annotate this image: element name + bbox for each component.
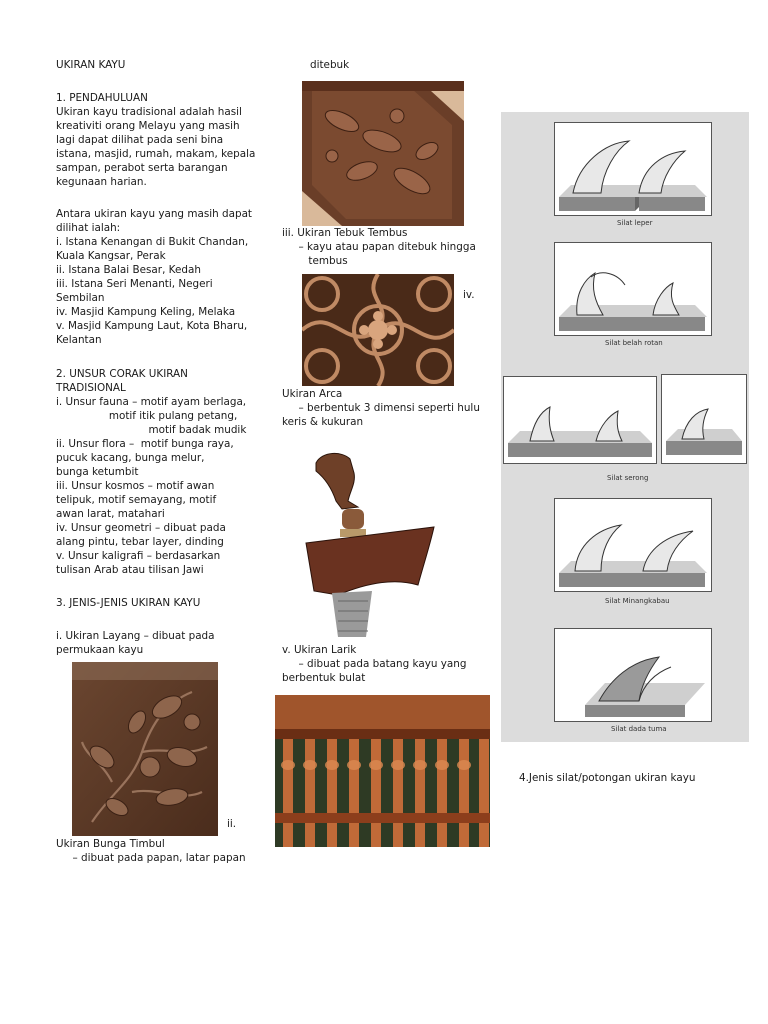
- silat-serong-diagram-b: [661, 374, 747, 464]
- ukiran-layang-photo: [72, 662, 218, 836]
- unsur-section: 2. UNSUR CORAK UKIRAN TRADISIONAL i. Unsur fauna – motif ayam berlaga, motif itik pulang petang, motif badak mudik ii. Unsur flora – motif bunga raya, pucuk kacang, bunga melur, bunga ketumbit iii. Unsur kosmos – motif awan telipuk, motif semayang, motif awan larat, matahari iv. Unsur geometri – dibuat pada alang pintu, tebar layer, dinding v. Unsur kaligrafi – berdasarkan tulisan Arab atau tilisan Jawi: [56, 368, 247, 576]
- arca-text: Ukiran Arca – berbentuk 3 dimensi seperti hulu keris & kukuran: [282, 388, 480, 428]
- intro-paragraph: Ukiran kayu tradisional adalah hasil kreativiti orang Melayu yang masih lagi dapat dilihat pada seni bina istana, masjid, rumah, makam, kepala sampan, perabot serta barangan kegunaan harian.: [56, 106, 256, 188]
- tebuk-beam-photo: [302, 81, 464, 226]
- page-title: UKIRAN KAYU: [56, 59, 126, 71]
- silat-minangkabau-diagram: [554, 498, 712, 605]
- ii-label: ii.: [227, 818, 237, 830]
- jenis-heading: 3. JENIS-JENIS UKIRAN KAYU: [56, 597, 201, 609]
- caption-silat-dada-tuma: Silat dada tuma: [611, 725, 667, 733]
- layang-text: i. Ukiran Layang – dibuat pada permukaan kayu: [56, 630, 215, 656]
- ditebuk-text: ditebuk: [310, 59, 350, 71]
- silat-dada-tuma-diagram: [554, 628, 712, 733]
- silat-leper-diagram: [554, 122, 712, 227]
- caption-silat-leper: Silat leper: [617, 219, 653, 227]
- silat-serong-diagram-a: [503, 376, 657, 464]
- examples-list: Antara ukiran kayu yang masih dapat dilihat ialah: i. Istana Kenangan di Bukit Chandan, Kuala Kangsar, Perak ii. Istana Balai Besar, Kedah iii. Istana Seri Menanti, Negeri Sembilan iv. Masjid Kampung Keling, Melaka v. Masjid Kampung Laut, Kota Bharu, Kelantan: [56, 208, 253, 346]
- tebuk-text: iii. Ukiran Tebuk Tembus – kayu atau papan ditebuk hingga tembus: [282, 227, 476, 267]
- caption-silat-belah-rotan: Silat belah rotan: [605, 339, 663, 347]
- iv-label: iv.: [463, 289, 475, 301]
- intro-heading: 1. PENDAHULUAN: [56, 92, 148, 104]
- silat-belah-rotan-diagram: [554, 242, 712, 347]
- caption-silat-serong: Silat serong: [607, 474, 649, 482]
- figure-caption: 4.Jenis silat/potongan ukiran kayu: [519, 772, 696, 784]
- keris-photo: [302, 445, 439, 637]
- larik-balustrade-photo: [275, 695, 490, 847]
- timbul-text: Ukiran Bunga Timbul – dibuat pada papan, latar papan: [56, 838, 246, 864]
- larik-text: v. Ukiran Larik – dibuat pada batang kayu yang berbentuk bulat: [282, 644, 467, 684]
- caption-silat-minangkabau: Silat Minangkabau: [605, 597, 670, 605]
- tebuk-tembus-photo: [302, 274, 454, 386]
